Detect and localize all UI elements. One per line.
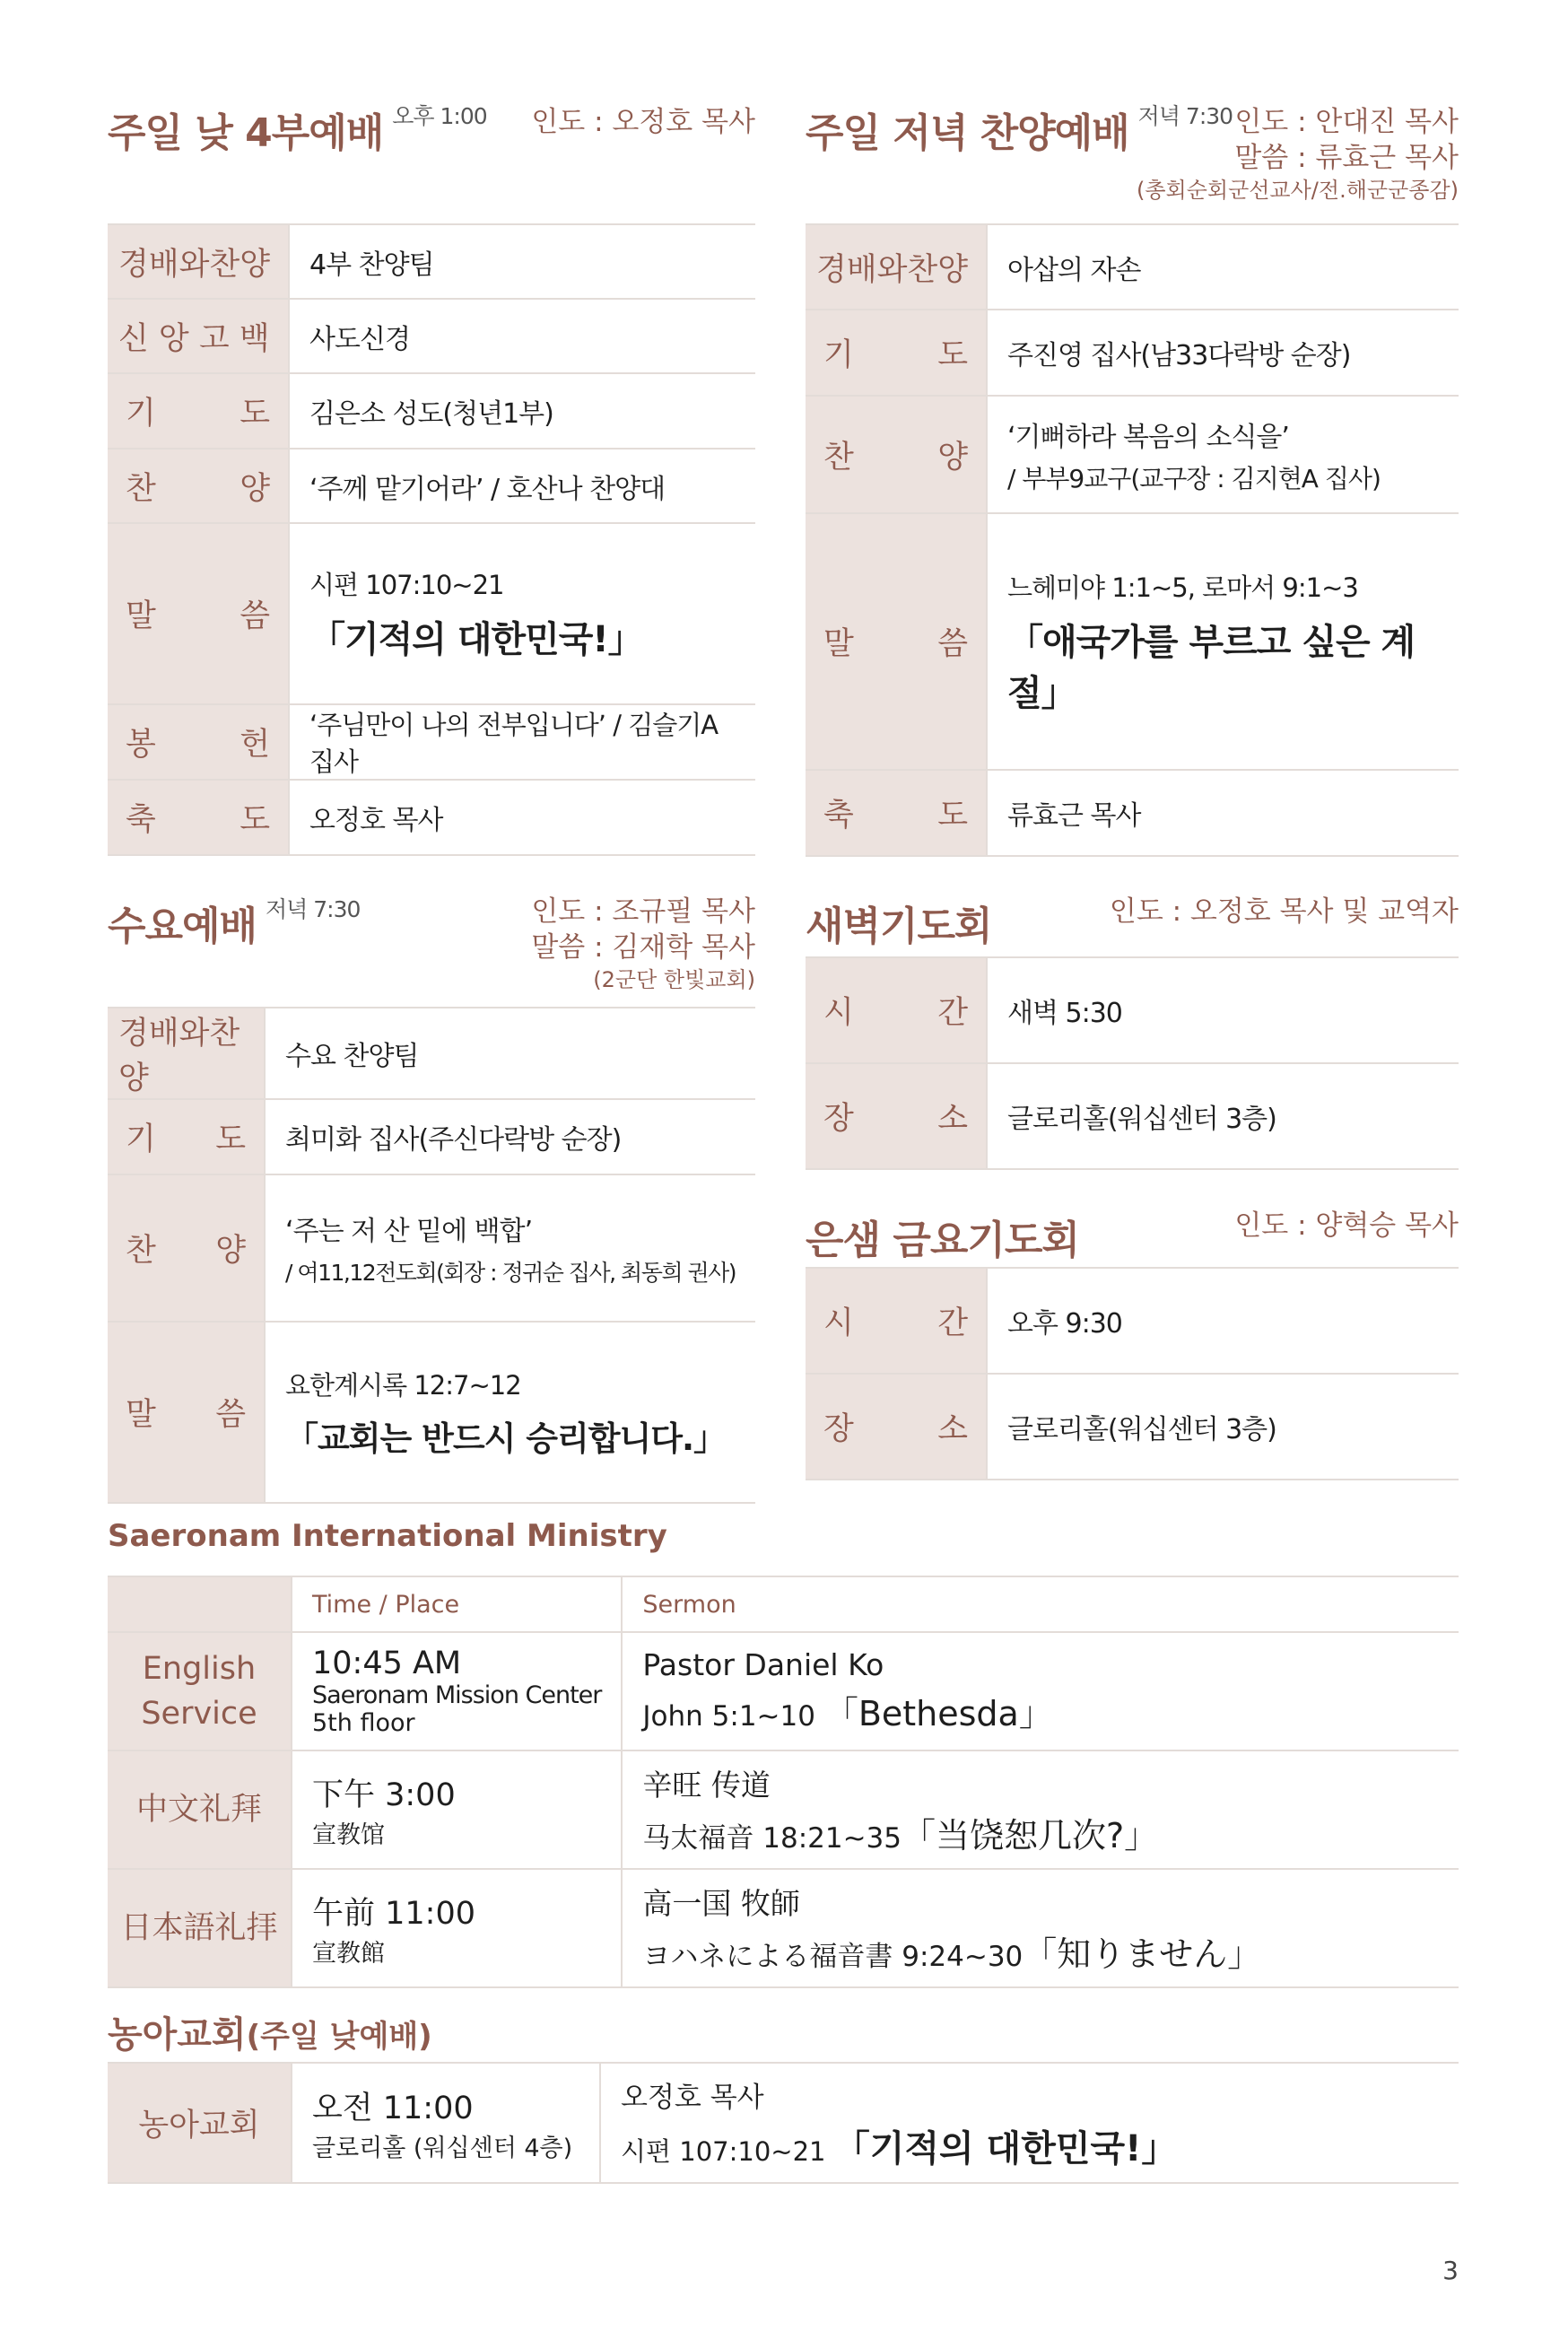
- row-label: 日本語礼拝: [108, 1869, 292, 1987]
- row-value: 아삽의 자손: [1007, 254, 1141, 286]
- wednesday-table: [108, 1007, 755, 1504]
- page-number: 3: [1442, 2256, 1459, 2285]
- dawn-title: 새벽기도회: [806, 904, 992, 949]
- row-label: 말 씀: [108, 1322, 265, 1503]
- scripture-ref: 시편 107:10~21: [309, 570, 504, 600]
- time-place: 10:45 AM Saeronam Mission Center 5th floor: [292, 1632, 622, 1750]
- sermon: 高一国 牧師 ヨハネによる福音書 9:24~30「知りません」: [622, 1869, 1459, 1987]
- sermon: 오정호 목사 시편 107:10~21 「기적의 대한민국!」: [600, 2063, 1459, 2183]
- table-row: [108, 299, 755, 373]
- row-label: 말 씀: [108, 523, 289, 704]
- table-row: [806, 513, 1459, 770]
- wednesday-section: [108, 894, 755, 1488]
- table-row: [108, 1632, 1459, 1750]
- sunday-evening-time: 저녁 7:30: [1137, 103, 1233, 129]
- wednesday-time: 저녁 7:30: [266, 896, 361, 922]
- row-label: 신 앙 고 백: [108, 299, 289, 373]
- table-row: [108, 449, 755, 523]
- row-value: 4부 찬양팀: [309, 249, 434, 281]
- sunday4-time: 오후 1:00: [392, 103, 487, 129]
- row-label: 장 소: [806, 1063, 987, 1169]
- friday-title: 은샘 금요기도회: [806, 1218, 1079, 1263]
- sunday4-table: [108, 223, 755, 856]
- row-label: 경배와찬양: [806, 224, 987, 310]
- row-label: 中文礼拜: [108, 1750, 292, 1869]
- sermon: Pastor Daniel Ko John 5:1~10 「Bethesda」: [622, 1632, 1459, 1750]
- row-value: 주진영 집사(남33다락방 순장): [1007, 340, 1351, 371]
- sermon-title: 「기적의 대한민국!」: [309, 619, 643, 660]
- sunday-evening-table: [806, 223, 1459, 857]
- time-place: 오전 11:00 글로리홀 (워십센터 4층): [292, 2063, 600, 2183]
- row-label: 농아교회: [108, 2063, 292, 2183]
- scripture-ref: 요한계시록 12:7~12: [285, 1369, 521, 1401]
- header-time-place: Time / Place: [292, 1576, 622, 1632]
- table-row: [806, 770, 1459, 856]
- row-label: 기 도: [806, 310, 987, 396]
- table-row: [108, 704, 755, 780]
- row-label: 찬 양: [108, 449, 289, 523]
- row-label: 말 씀: [806, 513, 987, 770]
- table-row: [108, 780, 755, 855]
- table-row: [108, 1869, 1459, 1987]
- dawn-lead: 인도 : 오정호 목사 및 교역자: [1109, 895, 1459, 928]
- sermon-title: 「애국가를 부르고 싶은 계절」: [1007, 621, 1416, 714]
- row-value: 사도신경: [309, 323, 410, 355]
- table-row: [806, 1374, 1459, 1480]
- row-value: ‘주님만이 나의 전부입니다’ / 김슬기A 집사: [309, 710, 719, 777]
- scripture-ref: 느헤미야 1:1~5, 로마서 9:1~3: [1007, 572, 1358, 603]
- sermon-title: 「교회는 반드시 승리합니다.」: [285, 1419, 727, 1458]
- table-row: [108, 1174, 755, 1322]
- row-value: 오정호 목사: [309, 805, 443, 836]
- table-row: [806, 1063, 1459, 1169]
- friday-section: [806, 1208, 1459, 1488]
- row-value: ‘기뻐하라 복음의 소식을’ / 부부9교구(교구장 : 김지현A 집사): [1007, 421, 1381, 493]
- header-empty: [108, 1576, 292, 1632]
- friday-lead: 인도 : 양혁승 목사: [1234, 1209, 1459, 1242]
- nonga-title: 농아교회(주일 낮예배): [108, 2014, 432, 2056]
- sunday4-lead: 인도 : 오정호 목사: [531, 106, 755, 138]
- sunday4-section: [108, 100, 755, 863]
- dawn-section: [806, 894, 1459, 1172]
- friday-table: [806, 1267, 1459, 1480]
- row-value: 최미화 집사(주신다락방 순장): [285, 1124, 622, 1156]
- sunday-evening-lead: 인도 : 안대진 목사 말씀 : 류효근 목사 (총회순회군선교사/전.해군군종감): [1136, 106, 1459, 203]
- row-label: 시 간: [806, 1268, 987, 1374]
- wednesday-title: 수요예배 $^{저녁 7:30}$: [108, 896, 361, 949]
- row-label: 기 도: [108, 1099, 265, 1174]
- row-label: 축 도: [806, 770, 987, 856]
- row-value: [987, 513, 1459, 770]
- sermon: 辛旺 传道 马太福音 18:21~35「当饶恕几次?」: [622, 1750, 1459, 1869]
- dawn-table: [806, 956, 1459, 1170]
- row-value: [265, 1322, 755, 1503]
- table-row: [108, 373, 755, 449]
- row-label: 찬 양: [108, 1174, 265, 1322]
- row-value: ‘주는 저 산 밑에 백합’ / 여11,12전도회(회장 : 정귀순 집사, 최동희 권사): [285, 1216, 736, 1286]
- sunday-evening-title: 주일 저녁 찬양예배 $^{저녁 7:30}$: [806, 103, 1233, 156]
- row-value: 새벽 5:30: [1007, 998, 1122, 1029]
- row-value: 글로리홀(워십센터 3층): [1007, 1104, 1276, 1135]
- intl-table: [108, 1576, 1459, 1988]
- wednesday-lead: 인도 : 조규필 목사 말씀 : 김재학 목사 (2군단 한빛교회): [531, 895, 755, 992]
- header-sermon: Sermon: [622, 1576, 1459, 1632]
- row-value: 수요 찬양팀: [285, 1041, 419, 1072]
- table-row: [806, 396, 1459, 513]
- time-place: 下午 3:00 宣教馆: [292, 1750, 622, 1869]
- table-row: [108, 523, 755, 704]
- row-label: 봉 헌: [108, 704, 289, 780]
- table-row: [806, 224, 1459, 310]
- table-row: [108, 1750, 1459, 1869]
- row-value: [289, 523, 755, 704]
- table-row: [108, 1322, 755, 1503]
- table-row: [806, 957, 1459, 1063]
- row-label: 찬 양: [806, 396, 987, 513]
- row-label: 시 간: [806, 957, 987, 1063]
- row-label: 경배와찬양: [108, 224, 289, 299]
- time-place: 午前 11:00 宣教館: [292, 1869, 622, 1987]
- table-row: [806, 1268, 1459, 1374]
- table-row: [806, 310, 1459, 396]
- table-row: [108, 224, 755, 299]
- row-value: 글로리홀(워십센터 3층): [1007, 1414, 1276, 1445]
- table-row: [108, 2063, 1459, 2183]
- row-value: 오후 9:30: [1007, 1308, 1122, 1340]
- table-row: [108, 1099, 755, 1174]
- row-value: 김은소 성도(청년1부): [309, 398, 553, 430]
- intl-title: Saeronam International Ministry: [108, 1518, 667, 1554]
- sunday4-title: 주일 낮 4부예배 $^{오후 1:00}$: [108, 103, 487, 156]
- row-label: 장 소: [806, 1374, 987, 1480]
- row-label: English Service: [108, 1632, 292, 1750]
- row-label: 경배와찬양: [108, 1008, 265, 1099]
- sunday-evening-section: [806, 100, 1459, 863]
- row-value: ‘주께 맡기어라’ / 호산나 찬양대: [309, 473, 666, 505]
- nonga-table: [108, 2062, 1459, 2184]
- row-label: 축 도: [108, 780, 289, 855]
- row-value: 류효근 목사: [1007, 800, 1141, 832]
- table-header-row: [108, 1576, 1459, 1632]
- table-row: [108, 1008, 755, 1099]
- row-label: 기 도: [108, 373, 289, 449]
